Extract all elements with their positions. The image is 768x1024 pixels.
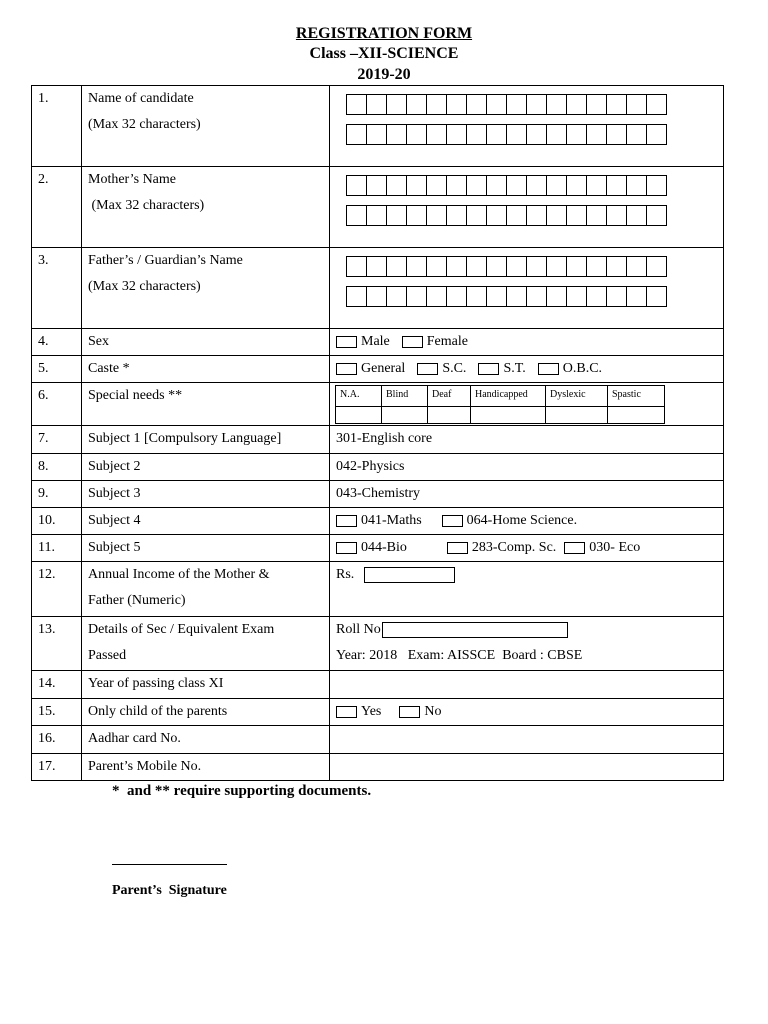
label-text: Father’s / Guardian’s Name <box>88 253 243 268</box>
checkbox[interactable] <box>336 336 357 348</box>
char-box[interactable] <box>426 94 447 115</box>
row-number: 11. <box>32 535 82 562</box>
option-label: General <box>361 361 406 376</box>
char-box[interactable] <box>366 286 387 307</box>
char-box[interactable] <box>386 94 407 115</box>
option-label: 041-Maths <box>361 513 422 528</box>
row-subject-2 <box>32 454 724 481</box>
char-box[interactable] <box>426 256 447 277</box>
only-child-options <box>330 699 724 726</box>
char-box[interactable] <box>626 124 647 145</box>
char-box[interactable] <box>366 205 387 226</box>
checkbox[interactable] <box>336 515 357 527</box>
char-box[interactable] <box>546 175 567 196</box>
checkbox[interactable] <box>442 515 463 527</box>
option-label: 064-Home Science. <box>466 513 578 528</box>
char-box[interactable] <box>586 286 607 307</box>
row-label: Aadhar card No. <box>82 726 330 754</box>
char-box[interactable] <box>506 175 527 196</box>
row-only-child <box>32 699 724 726</box>
row-number: 3. <box>32 248 82 329</box>
mobile-input[interactable] <box>330 754 724 781</box>
char-box[interactable] <box>466 175 487 196</box>
char-box[interactable] <box>646 205 667 226</box>
char-box[interactable] <box>446 94 467 115</box>
row-number: 13. <box>32 617 82 671</box>
char-box[interactable] <box>646 94 667 115</box>
row-label <box>82 562 330 617</box>
signature-label: Parent’s Signature <box>112 883 227 898</box>
char-box[interactable] <box>406 256 427 277</box>
exam-info: Year: 2018 Exam: AISSCE Board : CBSE <box>336 648 583 663</box>
option-no[interactable] <box>399 704 441 719</box>
char-box[interactable] <box>606 256 627 277</box>
checkbox[interactable] <box>336 706 357 718</box>
char-box[interactable] <box>526 205 547 226</box>
char-box[interactable] <box>566 256 587 277</box>
row-value: 042-Physics <box>330 454 724 481</box>
label-subtext: Passed <box>88 648 127 663</box>
char-box-row[interactable] <box>346 124 723 145</box>
char-box[interactable] <box>646 175 667 196</box>
option-general[interactable] <box>336 361 405 376</box>
name-char-boxes <box>330 86 724 167</box>
signature-line[interactable] <box>112 852 227 865</box>
char-box[interactable] <box>486 286 507 307</box>
char-box[interactable] <box>426 205 447 226</box>
char-box[interactable] <box>626 94 647 115</box>
entry-cell[interactable] <box>428 407 471 424</box>
option-eco[interactable] <box>564 540 640 555</box>
char-box[interactable] <box>466 94 487 115</box>
row-mother-name <box>32 167 724 248</box>
char-box-row[interactable] <box>346 175 723 196</box>
char-box[interactable] <box>366 175 387 196</box>
col-deaf: Deaf <box>428 386 471 407</box>
option-label: 044-Bio <box>361 540 407 555</box>
roll-no-label: Roll No <box>336 622 381 637</box>
char-box-row[interactable] <box>346 256 723 277</box>
option-female[interactable] <box>402 334 468 349</box>
char-box[interactable] <box>346 205 367 226</box>
char-box[interactable] <box>546 124 567 145</box>
char-box[interactable] <box>366 256 387 277</box>
char-box[interactable] <box>446 175 467 196</box>
option-st[interactable] <box>478 361 525 376</box>
option-label: Female <box>426 334 468 349</box>
char-box[interactable] <box>546 94 567 115</box>
char-box[interactable] <box>406 124 427 145</box>
char-box[interactable] <box>406 286 427 307</box>
label-subtext: (Max 32 characters) <box>88 198 205 213</box>
col-na: N.A. <box>336 386 382 407</box>
char-box[interactable] <box>446 256 467 277</box>
row-number: 14. <box>32 671 82 699</box>
char-box[interactable] <box>546 286 567 307</box>
option-bio[interactable] <box>336 540 407 555</box>
row-label: Caste * <box>82 356 330 383</box>
label-subtext: (Max 32 characters) <box>88 117 201 132</box>
label-text: Details of Sec / Equivalent Exam <box>88 622 275 637</box>
option-label: S.C. <box>442 361 467 376</box>
col-blind: Blind <box>382 386 428 407</box>
mother-char-boxes <box>330 167 724 248</box>
char-box[interactable] <box>466 286 487 307</box>
char-box[interactable] <box>526 256 547 277</box>
char-box[interactable] <box>566 124 587 145</box>
char-box[interactable] <box>646 286 667 307</box>
label-subtext: Father (Numeric) <box>88 593 186 608</box>
char-box[interactable] <box>566 94 587 115</box>
row-label: Subject 4 <box>82 508 330 535</box>
form-year: 2019-20 <box>357 66 411 83</box>
year-xi-input[interactable] <box>330 671 724 699</box>
char-box[interactable] <box>626 256 647 277</box>
char-box[interactable] <box>406 175 427 196</box>
char-box[interactable] <box>546 256 567 277</box>
row-number: 6. <box>32 383 82 426</box>
option-sc[interactable] <box>417 361 466 376</box>
option-maths[interactable] <box>336 513 422 528</box>
currency-prefix: Rs. <box>336 567 355 582</box>
char-box[interactable] <box>526 124 547 145</box>
char-box[interactable] <box>606 205 627 226</box>
roll-no-input[interactable] <box>382 622 568 638</box>
option-label: S.T. <box>503 361 526 376</box>
row-number: 8. <box>32 454 82 481</box>
label-text: Annual Income of the Mother & <box>88 567 270 582</box>
char-box[interactable] <box>646 124 667 145</box>
row-year-xi <box>32 671 724 699</box>
char-box-row[interactable] <box>346 286 723 307</box>
income-field <box>330 562 724 617</box>
char-box[interactable] <box>526 286 547 307</box>
row-label: Only child of the parents <box>82 699 330 726</box>
char-box[interactable] <box>506 94 527 115</box>
char-box[interactable] <box>386 256 407 277</box>
char-box[interactable] <box>526 175 547 196</box>
char-box[interactable] <box>366 94 387 115</box>
char-box[interactable] <box>486 175 507 196</box>
row-caste <box>32 356 724 383</box>
row-special-needs <box>32 383 724 426</box>
char-box[interactable] <box>446 205 467 226</box>
checkbox[interactable] <box>336 542 357 554</box>
char-box[interactable] <box>486 205 507 226</box>
char-box[interactable] <box>586 205 607 226</box>
option-label: O.B.C. <box>562 361 603 376</box>
char-box[interactable] <box>566 205 587 226</box>
char-box[interactable] <box>466 124 487 145</box>
char-box[interactable] <box>626 286 647 307</box>
char-box[interactable] <box>506 286 527 307</box>
col-spastic: Spastic <box>608 386 665 407</box>
option-label: Male <box>361 334 390 349</box>
option-obc[interactable] <box>538 361 602 376</box>
row-number: 10. <box>32 508 82 535</box>
char-box[interactable] <box>486 256 507 277</box>
char-box[interactable] <box>466 205 487 226</box>
char-box[interactable] <box>506 256 527 277</box>
char-box[interactable] <box>506 124 527 145</box>
row-name <box>32 86 724 167</box>
row-label: Subject 2 <box>82 454 330 481</box>
option-label: No <box>424 704 442 719</box>
row-label: Subject 3 <box>82 481 330 508</box>
checkbox[interactable] <box>402 336 423 348</box>
option-home-science[interactable] <box>442 513 577 528</box>
option-male[interactable] <box>336 334 390 349</box>
char-box[interactable] <box>546 205 567 226</box>
row-number: 9. <box>32 481 82 508</box>
row-sex <box>32 329 724 356</box>
char-box[interactable] <box>386 205 407 226</box>
row-mobile <box>32 754 724 781</box>
option-label: 030- Eco <box>589 540 641 555</box>
checkbox[interactable] <box>538 363 559 375</box>
income-input[interactable] <box>364 567 455 583</box>
form-title: REGISTRATION FORM <box>295 25 473 42</box>
label-text: Name of candidate <box>88 91 194 106</box>
option-comp-sc[interactable] <box>447 540 556 555</box>
entry-cell[interactable] <box>471 407 546 424</box>
char-box[interactable] <box>586 94 607 115</box>
row-label <box>82 248 330 329</box>
char-box[interactable] <box>386 175 407 196</box>
char-box[interactable] <box>386 286 407 307</box>
char-box[interactable] <box>386 124 407 145</box>
row-annual-income <box>32 562 724 617</box>
row-number: 2. <box>32 167 82 248</box>
char-box[interactable] <box>506 205 527 226</box>
row-label <box>82 167 330 248</box>
father-char-boxes <box>330 248 724 329</box>
row-label: Year of passing class XI <box>82 671 330 699</box>
row-label: Special needs ** <box>82 383 330 426</box>
char-box[interactable] <box>606 124 627 145</box>
char-box[interactable] <box>486 124 507 145</box>
row-number: 5. <box>32 356 82 383</box>
entry-cell[interactable] <box>546 407 608 424</box>
char-box[interactable] <box>626 205 647 226</box>
label-text: Mother’s Name <box>88 172 176 187</box>
char-box[interactable] <box>466 256 487 277</box>
row-label: Parent’s Mobile No. <box>82 754 330 781</box>
char-box[interactable] <box>346 256 367 277</box>
row-subject-3 <box>32 481 724 508</box>
row-father-name <box>32 248 724 329</box>
exam-details <box>330 617 724 671</box>
checkbox[interactable] <box>564 542 585 554</box>
row-value: 301-English core <box>330 426 724 454</box>
char-box[interactable] <box>346 286 367 307</box>
checkbox[interactable] <box>336 363 357 375</box>
char-box[interactable] <box>486 94 507 115</box>
char-box[interactable] <box>606 94 627 115</box>
row-label: Subject 1 [Compulsory Language] <box>82 426 330 454</box>
char-box-row[interactable] <box>346 205 723 226</box>
option-label: 283-Comp. Sc. <box>471 540 557 555</box>
char-box[interactable] <box>566 286 587 307</box>
entry-cell[interactable] <box>336 407 382 424</box>
char-box[interactable] <box>366 124 387 145</box>
aadhar-input[interactable] <box>330 726 724 754</box>
char-box[interactable] <box>606 175 627 196</box>
char-box[interactable] <box>626 175 647 196</box>
char-box[interactable] <box>646 256 667 277</box>
row-label <box>82 617 330 671</box>
row-label <box>82 86 330 167</box>
row-subject-1 <box>32 426 724 454</box>
option-yes[interactable] <box>336 704 381 719</box>
char-box[interactable] <box>606 286 627 307</box>
row-label: Sex <box>82 329 330 356</box>
row-number: 4. <box>32 329 82 356</box>
char-box[interactable] <box>586 124 607 145</box>
registration-table <box>31 85 724 781</box>
option-label: Yes <box>361 704 382 719</box>
checkbox[interactable] <box>447 542 468 554</box>
checkbox[interactable] <box>417 363 438 375</box>
caste-options <box>330 356 724 383</box>
row-number: 12. <box>32 562 82 617</box>
subject-4-options <box>330 508 724 535</box>
entry-cell[interactable] <box>608 407 665 424</box>
char-box[interactable] <box>406 205 427 226</box>
row-label: Subject 5 <box>82 535 330 562</box>
row-number: 15. <box>32 699 82 726</box>
row-exam-details <box>32 617 724 671</box>
col-handicapped: Handicapped <box>471 386 546 407</box>
char-box[interactable] <box>586 175 607 196</box>
char-box[interactable] <box>426 286 447 307</box>
sex-options <box>330 329 724 356</box>
row-number: 7. <box>32 426 82 454</box>
checkbox[interactable] <box>399 706 420 718</box>
checkbox[interactable] <box>478 363 499 375</box>
label-subtext: (Max 32 characters) <box>88 279 201 294</box>
char-box[interactable] <box>426 124 447 145</box>
subject-5-options <box>330 535 724 562</box>
form-class: Class –XII-SCIENCE <box>309 45 459 62</box>
special-needs-grid <box>330 383 724 426</box>
row-number: 16. <box>32 726 82 754</box>
col-dyslexic: Dyslexic <box>546 386 608 407</box>
char-box[interactable] <box>566 175 587 196</box>
char-box[interactable] <box>346 175 367 196</box>
char-box[interactable] <box>346 124 367 145</box>
char-box[interactable] <box>446 124 467 145</box>
row-subject-4 <box>32 508 724 535</box>
char-box[interactable] <box>426 175 447 196</box>
char-box[interactable] <box>406 94 427 115</box>
char-box[interactable] <box>446 286 467 307</box>
char-box[interactable] <box>346 94 367 115</box>
row-subject-5 <box>32 535 724 562</box>
row-number: 17. <box>32 754 82 781</box>
char-box[interactable] <box>526 94 547 115</box>
row-number: 1. <box>32 86 82 167</box>
row-value: 043-Chemistry <box>330 481 724 508</box>
footnote: * and ** require supporting documents. <box>112 783 372 799</box>
special-needs-table <box>335 385 665 424</box>
char-box-row[interactable] <box>346 94 723 115</box>
row-aadhar <box>32 726 724 754</box>
char-box[interactable] <box>586 256 607 277</box>
entry-cell[interactable] <box>382 407 428 424</box>
